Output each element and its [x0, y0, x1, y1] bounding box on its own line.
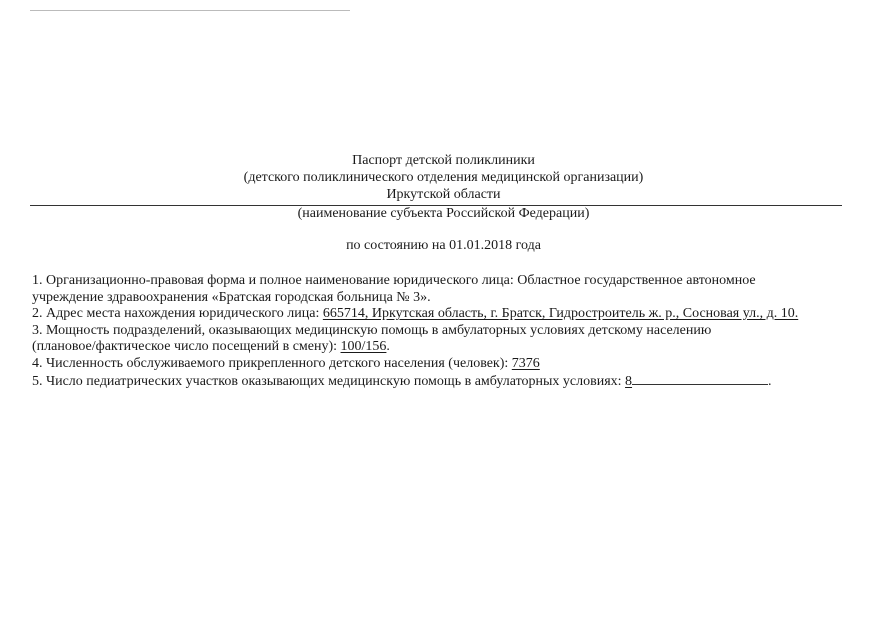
- item-4: [32, 356, 852, 373]
- item-3-label-cont: (плановое/фактическое число посещений в смену):: [32, 339, 341, 354]
- region-name: Иркутской области: [386, 187, 501, 202]
- item-5-value: 8: [625, 374, 633, 389]
- region-caption: (наименование субъекта Российской Федерации): [297, 206, 590, 221]
- item-2-label: 2. Адрес места нахождения юридического лица:: [32, 306, 323, 321]
- item-5-end: .: [768, 374, 772, 389]
- item-1-continued: [32, 290, 852, 307]
- document-subtitle: (детского поликлинического отделения медицинской организации): [243, 170, 644, 185]
- item-1: [32, 273, 852, 290]
- document-title: Паспорт детской поликлиники: [352, 153, 535, 168]
- item-1-label: 1. Организационно-правовая форма и полное наименование юридического лица: Областное государственное автономное: [32, 273, 756, 288]
- item-5: [32, 372, 852, 391]
- item-5-label: 5. Число педиатрических участков оказывающих медицинскую помощь в амбулаторных условиях:: [32, 374, 626, 389]
- item-4-label: 4. Численность обслуживаемого прикрепленного детского населения (человек):: [32, 355, 512, 371]
- item-2-value: 665714, Иркутская область, г. Братск, Гидростроитель ж. р., Сосновая ул., д. 10.: [322, 306, 799, 321]
- item-3-value: 100/156: [340, 339, 387, 354]
- item-2: [32, 306, 852, 323]
- scan-edge-line: [30, 10, 350, 11]
- item-5-blank-line: [632, 372, 768, 385]
- item-3: [32, 323, 852, 340]
- item-3-label: 3. Мощность подразделений, оказывающих медицинскую помощь в амбулаторных условиях детскому населению: [32, 322, 712, 338]
- item-3-continued: [32, 339, 852, 356]
- item-3-end: .: [386, 339, 390, 354]
- item-1-value: учреждение здравоохранения «Братская городская больница № 3».: [32, 289, 431, 305]
- item-4-value: 7376: [511, 355, 540, 371]
- as-of-date: по состоянию на 01.01.2018 года: [346, 238, 541, 253]
- passport-items: [32, 273, 852, 391]
